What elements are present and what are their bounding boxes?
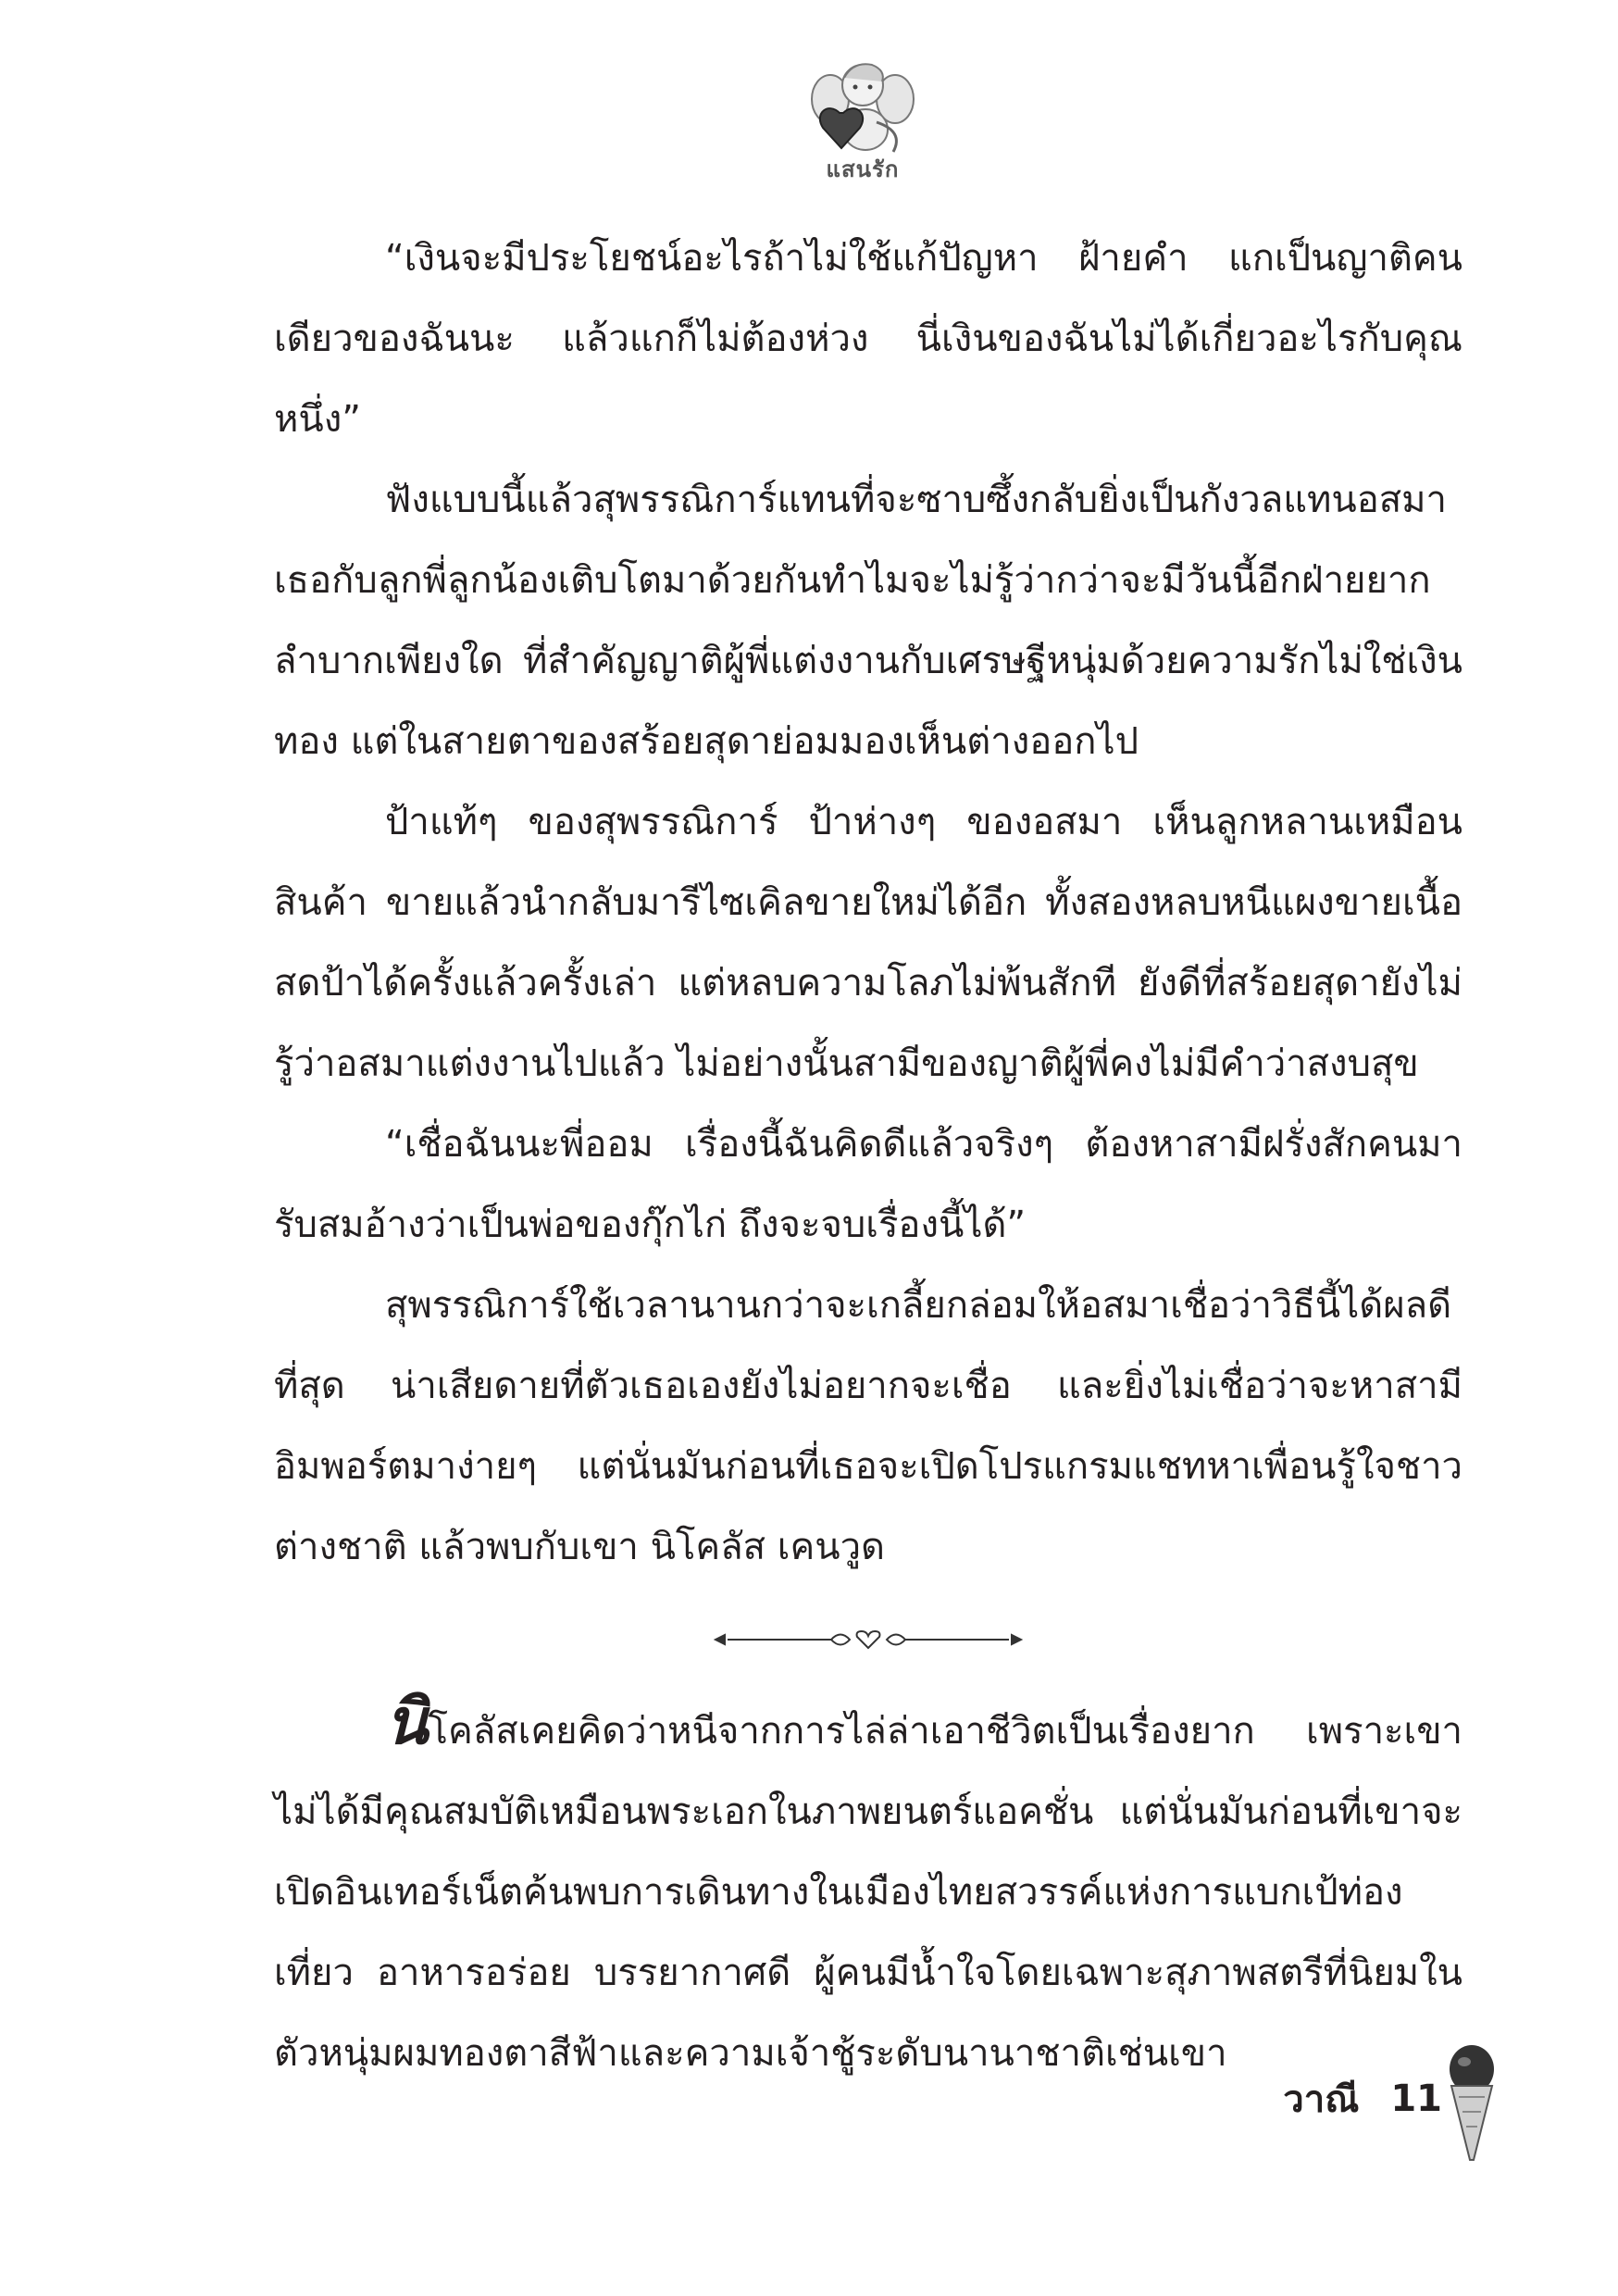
dropcap: นิ <box>385 1686 429 1759</box>
paragraph-with-dropcap <box>274 1686 1462 2094</box>
cupid-heart-icon <box>803 57 923 159</box>
header-logo <box>803 57 923 187</box>
paragraph: ป้าแท้ๆ ของสุพรรณิการ์ ป้าห่างๆ ของอสมา เห็นลูกหลานเหมือนสินค้า ขายแล้วนำกลับมารีไซเคิลขายใหม่ได้อีก ทั้งสองหลบหนีแผงขายเนื้อสดป้าได้ครั้งแล้วครั้งเล่า แต่หลบความโลภไม่พ้นสักที ยังดีที่สร้อยสุดายังไม่รู้ว่าอสมาแต่งงานไปแล้ว ไม่อย่างนั้นสามีของญาติผู้พี่คงไม่มีคำว่าสงบสุข <box>274 801 1462 1085</box>
paragraph: ฟังแบบนี้แล้วสุพรรณิการ์แทนที่จะซาบซึ้งกลับยิ่งเป็นกังวลแทนอสมา เธอกับลูกพี่ลูกน้องเติบโตมาด้วยกันทำไมจะไม่รู้ว่ากว่าจะมีวันนี้อีกฝ่ายยากลำบากเพียงใด ที่สำคัญญาติผู้พี่แต่งงานกับเศรษฐีหนุ่มด้วยความรักไม่ใช่เงินทอง แต่ในสายตาของสร้อยสุดาย่อมมองเห็นต่างออกไป <box>274 479 1462 763</box>
page-footer <box>1283 2069 1442 2128</box>
chapter-body <box>274 218 1462 2094</box>
page-number: 11 <box>1390 2078 1442 2120</box>
section-divider <box>274 1588 1462 1691</box>
paragraph-text: โคลัสเคยคิดว่าหนีจากการไล่ล่าเอาชีวิตเป็นเรื่องยาก เพราะเขาไม่ได้มีคุณสมบัติเหมือนพระเอกในภาพยนตร์แอคชั่น แต่นั่นมันก่อนที่เขาจะเปิดอินเทอร์เน็ตค้นพบการเดินทางในเมืองไทยสวรรค์แห่งการแบกเป้ท่องเที่ยว อาหารอร่อย บรรยากาศดี ผู้คนมีน้ำใจโดยเฉพาะสุภาพสตรีที่นิยมในตัวหนุ่มผมทองตาสีฟ้าและความเจ้าชู้ระดับนานาชาติเช่นเขา <box>274 1710 1462 2075</box>
paragraph: “เชื่อฉันนะพี่ออม เรื่องนี้ฉันคิดดีแล้วจริงๆ ต้องหาสามีฝรั่งสักคนมารับสมอ้างว่าเป็นพ่อของกุ๊กไก่ ถึงจะจบเรื่องนี้ได้” <box>274 1123 1462 1246</box>
ornamental-heart-divider-icon <box>711 1626 1026 1653</box>
logo-text: แสนรัก <box>826 156 900 182</box>
ice-cream-cone-icon <box>1448 2041 1496 2162</box>
paragraph: “เงินจะมีประโยชน์อะไรถ้าไม่ใช้แก้ปัญหา ฝ้ายคำ แกเป็นญาติคนเดียวของฉันนะ แล้วแกก็ไม่ต้องห่วง นี่เงินของฉันไม่ได้เกี่ยวอะไรกับคุณหนึ่ง” <box>274 237 1462 441</box>
paragraph: สุพรรณิการ์ใช้เวลานานกว่าจะเกลี้ยกล่อมให้อสมาเชื่อว่าวิธีนี้ได้ผลดีที่สุด น่าเสียดายที่ตัวเธอเองยังไม่อยากจะเชื่อ และยิ่งไม่เชื่อว่าจะหาสามีอิมพอร์ตมาง่ายๆ แต่นั่นมันก่อนที่เธอจะเปิดโปรแกรมแชทหาเพื่อนรู้ใจชาวต่างชาติ แล้วพบกับเขา นิโคลัส เคนวูด <box>274 1284 1462 1568</box>
author-name: วาณี <box>1283 2078 1360 2121</box>
